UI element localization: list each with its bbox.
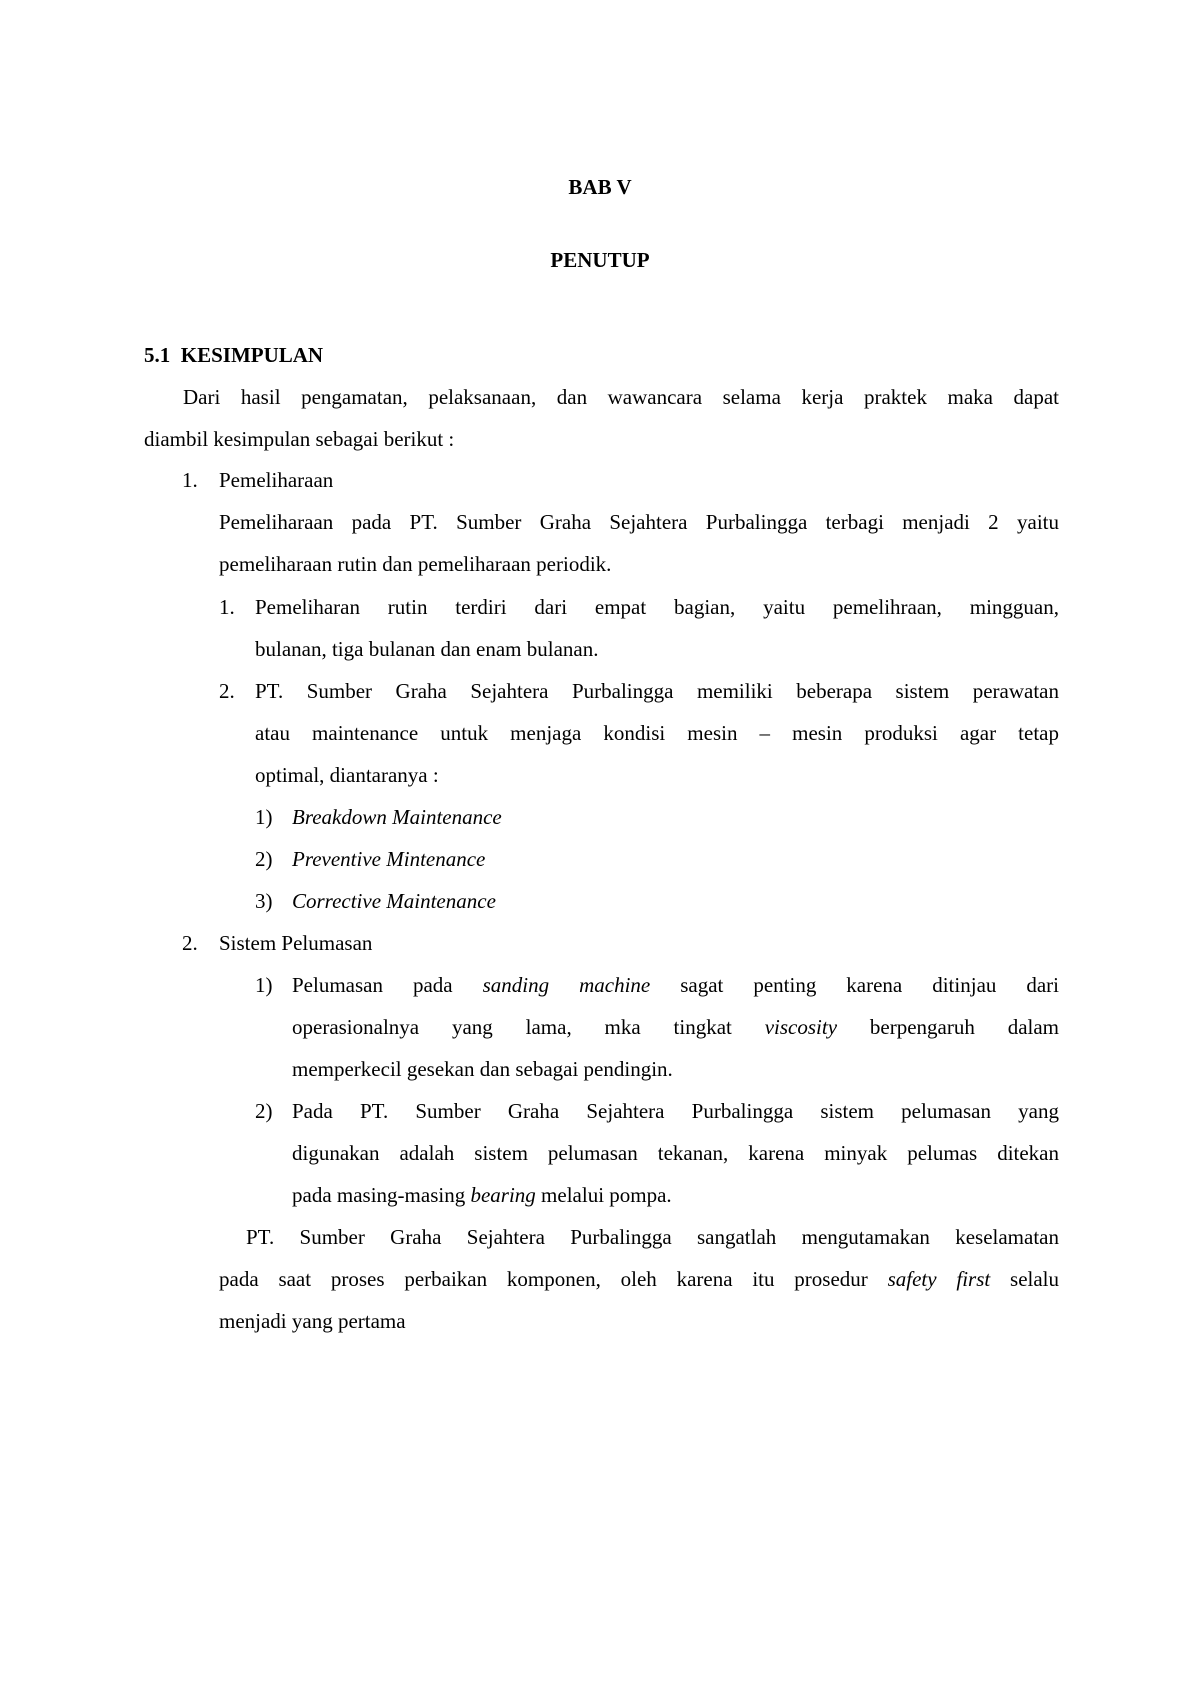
item-2-title: Sistem Pelumasan [219,931,373,955]
item-1-desc-line-2: pemeliharaan rutin dan pemeliharaan periodik. [219,552,612,576]
item-1-sub-2-line-2: atau maintenance untuk menjaga kondisi mesin – mesin produksi agar tetap [255,721,1059,745]
closing-line-2: pada saat proses perbaikan komponen, oleh karena itu prosedur safety first selalu [219,1267,1059,1291]
closing-line-3: menjadi yang pertama [219,1309,406,1333]
type-3-label: Corrective Maintenance [292,889,496,913]
item-2-sub-2-marker: 2) [255,1099,273,1123]
item-1-sub-2-marker: 2. [219,679,235,703]
item-2-sub-1-line-1: Pelumasan pada sanding machine sagat penting karena ditinjau dari [292,973,1060,997]
type-1-label: Breakdown Maintenance [292,805,502,829]
type-2-label: Preventive Mintenance [292,847,486,871]
intro-line-1: Dari hasil pengamatan, pelaksanaan, dan wawancara selama kerja praktek maka dapat [183,385,1059,409]
item-2-sub-1-line-2: operasionalnya yang lama, mka tingkat viscosity berpengaruh dalam [292,1015,1060,1039]
item-2-sub-2-line-2: digunakan adalah sistem pelumasan tekanan, karena minyak pelumas ditekan [292,1141,1059,1165]
section-title: KESIMPULAN [180,343,324,367]
chapter-title: PENUTUP [550,248,650,272]
intro-line-2: diambil kesimpulan sebagai berikut : [144,427,455,451]
chapter-number: BAB V [568,175,632,199]
item-1-sub-2-line-3: optimal, diantaranya : [255,763,439,787]
item-2-sub-2-line-1: Pada PT. Sumber Graha Sejahtera Purbalingga sistem pelumasan yang [292,1099,1059,1123]
type-3-marker: 3) [255,889,273,913]
closing-line-1: PT. Sumber Graha Sejahtera Purbalingga sangatlah mengutamakan keselamatan [246,1225,1059,1249]
item-2-sub-1-line-3: memperkecil gesekan dan sebagai pendingin. [292,1057,673,1081]
section-heading [144,340,323,370]
item-1-marker: 1. [182,468,198,492]
item-1-title: Pemeliharaan [219,468,334,492]
item-1-sub-2-line-1: PT. Sumber Graha Sejahtera Purbalingga memiliki beberapa sistem perawatan [255,679,1059,703]
item-2-sub-1-marker: 1) [255,973,273,997]
section-number: 5.1 [144,343,171,367]
item-2-marker: 2. [182,931,198,955]
type-1-marker: 1) [255,805,273,829]
type-2-marker: 2) [255,847,273,871]
item-2-sub-2-line-3: pada masing-masing bearing melalui pompa. [292,1183,672,1207]
item-1-sub-1-line-2: bulanan, tiga bulanan dan enam bulanan. [255,637,599,661]
item-1-sub-1-marker: 1. [219,595,235,619]
item-1-sub-1-line-1: Pemeliharan rutin terdiri dari empat bagian, yaitu pemelihraan, mingguan, [255,595,1059,619]
item-1-desc-line-1: Pemeliharaan pada PT. Sumber Graha Sejahtera Purbalingga terbagi menjadi 2 yaitu [219,510,1059,534]
